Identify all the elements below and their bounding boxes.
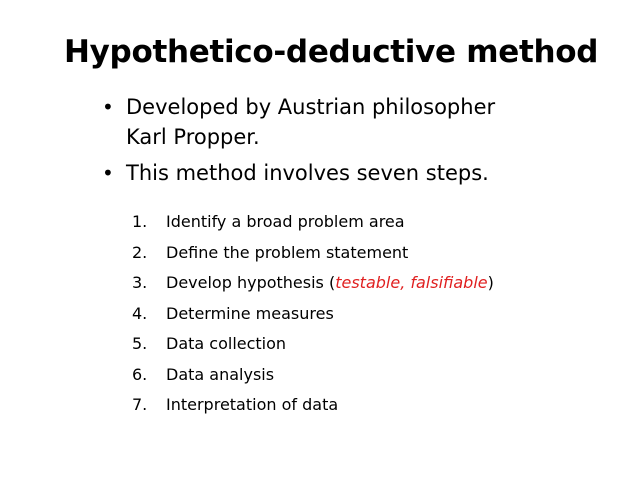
step-number: 6. xyxy=(132,364,148,384)
step-text: Determine measures xyxy=(166,303,334,323)
numbered-steps-list xyxy=(132,207,612,421)
step-text: Data collection xyxy=(166,334,287,353)
step-text: Data analysis xyxy=(166,364,275,384)
step-highlight-text: testable, falsifiable xyxy=(335,273,488,292)
step-text-after: ) xyxy=(487,273,494,292)
step-item xyxy=(132,360,612,391)
step-text-before: Develop hypothesis ( xyxy=(166,273,336,292)
slide-title: Hypothetico-deductive method xyxy=(64,34,599,70)
step-text: Interpretation of data xyxy=(166,395,339,414)
bullet-dot-icon: • xyxy=(102,161,114,185)
step-item xyxy=(132,329,612,360)
step-item xyxy=(132,390,612,421)
step-number: 3. xyxy=(132,273,148,292)
bullet-text-line: Developed by Austrian philosopher xyxy=(126,95,496,119)
step-item xyxy=(132,299,612,330)
bullet-list xyxy=(102,92,622,194)
step-number: 1. xyxy=(132,212,148,231)
step-item xyxy=(132,268,612,299)
bullet-item xyxy=(102,92,622,152)
bullet-text: This method involves seven steps. xyxy=(126,161,489,185)
step-number: 2. xyxy=(132,242,148,262)
step-item xyxy=(132,238,612,269)
step-number: 4. xyxy=(132,303,148,323)
bullet-item xyxy=(102,158,622,188)
bullet-text-line: Karl Propper. xyxy=(126,125,260,149)
step-text: Identify a broad problem area xyxy=(166,212,405,231)
step-text: Define the problem statement xyxy=(166,242,409,262)
step-item xyxy=(132,207,612,238)
bullet-dot-icon: • xyxy=(102,95,114,119)
step-text xyxy=(166,268,494,299)
step-number: 7. xyxy=(132,395,148,414)
step-number: 5. xyxy=(132,334,148,353)
